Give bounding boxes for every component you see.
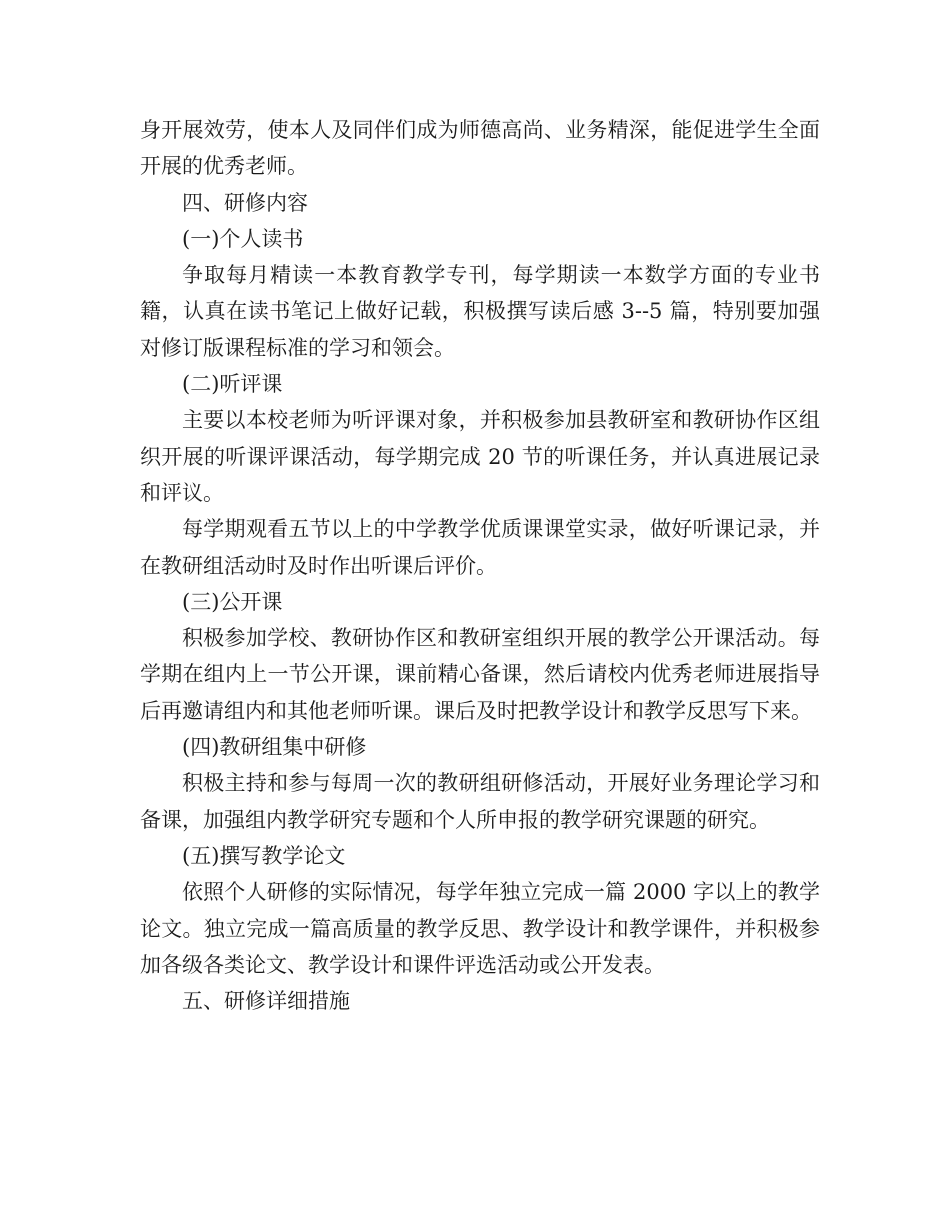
section-heading-research-content: 四、研修内容 (182, 190, 308, 215)
paragraph-reading: 争取每月精读一本教育教学专刊，每学期读一本数学方面的专业书籍，认真在读书笔记上做好记载，积极撰写读后感 3--5 篇，特别要加强对修订版课程标准的学习和领会。 (140, 263, 820, 360)
subheading-lesson-observation: (二)听评课 (182, 372, 283, 397)
paragraph-paper-writing: 依照个人研修的实际情况，每学年独立完成一篇 2000 字以上的教学论文。独立完成一篇高质量的教学反思、教学设计和教学课件，并积极参加各级各类论文、教学设计和课件评选活动或公开发表。 (140, 880, 820, 977)
subheading-group-training: (四)教研组集中研修 (182, 735, 367, 760)
paragraph-continuation: 身开展效劳，使本人及同伴们成为师德高尚、业务精深，能促进学生全面开展的优秀老师。 (140, 118, 820, 179)
subheading-open-class: (三)公开课 (182, 589, 283, 614)
section-heading-measures: 五、研修详细措施 (182, 989, 350, 1014)
paragraph-open-class: 积极参加学校、教研协作区和教研室组织开展的教学公开课活动。每学期在组内上一节公开课，课前精心备课，然后请校内优秀老师进展指导后再邀请组内和其他老师听课。课后及时把教学设计和教学反思写下来。 (140, 626, 820, 723)
document-body (140, 112, 820, 1019)
subheading-paper-writing: (五)撰写教学论文 (182, 843, 346, 868)
subheading-personal-reading: (一)个人读书 (182, 226, 304, 251)
paragraph-video-lessons: 每学期观看五节以上的中学教学优质课课堂实录，做好听课记录，并在教研组活动时及时作出听课后评价。 (140, 517, 820, 578)
paragraph-observation: 主要以本校老师为听评课对象，并积极参加县教研室和教研协作区组织开展的听课评课活动，每学期完成 20 节的听课任务，并认真进展记录和评议。 (140, 408, 820, 505)
paragraph-group-training: 积极主持和参与每周一次的教研组研修活动，开展好业务理论学习和备课，加强组内教学研究专题和个人所申报的教学研究课题的研究。 (140, 771, 820, 832)
